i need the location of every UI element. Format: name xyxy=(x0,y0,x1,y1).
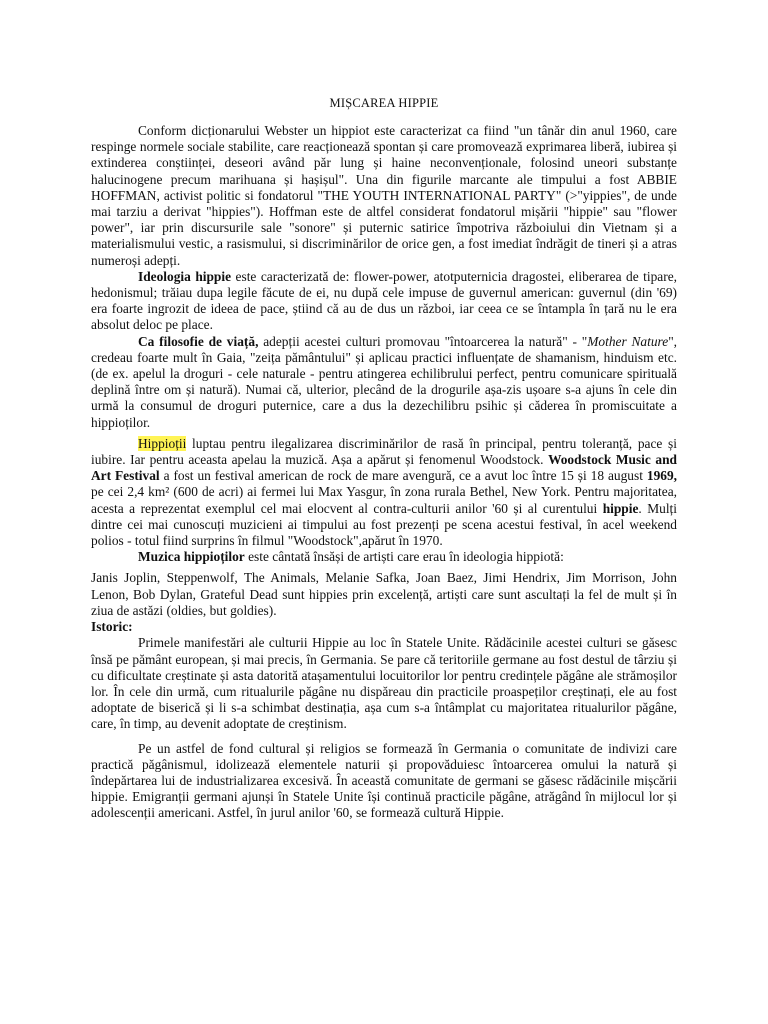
paragraph-text: este caracterizată de: flower-power, atotputernicia dragostei, eliberarea de tipare, hedonismul; trăiau dupa legile făcute de ei, nu după cele impuse de guvernul american: guvernul (din '69) era foarte ingrozit de ideea de pace, știind că au de dus un război, iar ceea ce se întampla în țară nu le era absolut deloc pe place. xyxy=(91,268,677,333)
document-title: MIȘCAREA HIPPIE xyxy=(329,96,439,110)
bold-lead-filosofie: Ca filosofie de viață, xyxy=(138,333,259,349)
bold-hippie: hippie xyxy=(602,500,639,516)
paragraph-text: . Mulți dintre cei mai cunoscuți muzicieni ai timpului au fost prezenți pe scena acestui festival, în acel weekend polios - totul fiind surprins în filmul "Woodstock",apărut în 1970. xyxy=(91,500,677,549)
paragraph-ideologia xyxy=(91,269,677,334)
highlighted-word: Hippioții xyxy=(138,435,187,451)
bold-festival-name: Woodstock Music and Art Festival xyxy=(91,452,678,484)
paragraph-woodstock xyxy=(91,436,677,549)
heading-istoric: Istoric: xyxy=(91,619,133,635)
paragraph-text: ", credeau foarte mult în Gaia, "zeița pământului" și aplicau practici influențate de shamanism, hinduism etc. (de ex. apelul la droguri - cele naturale - pentru atingerea echilibrului perfect, pentru comunicare spirituală deplină între om și natură). Numai că, ulterior, plecând de la drogurile așa-zis ușoare s-a ajuns în cele din urmă la consumul de droguri puternice, care a dus la dezechilibru psihic și căderea în promiscuitate a hippioților. xyxy=(91,333,678,430)
bold-lead-ideologia: Ideologia hippie xyxy=(138,268,232,284)
paragraph-text: luptau pentru ilegalizarea discriminărilor de rasă în principal, pentru toleranță, pace și iubire. Iar pentru aceasta apelau la muzică. Așa a apărut și fenomenul Woodstock. xyxy=(91,435,677,468)
paragraph-text: pe cei 2,4 km² (600 de acri) ai fermei lui Max Yasgur, în zona rurala Bethel, New York. Pentru majoritatea, acesta a reprezentat exemplul cel mai elocvent al contra-culturii anilor '60 și al curentului xyxy=(91,484,677,516)
bold-year: 1969, xyxy=(646,468,678,484)
paragraph-text: adepții acestei culturi promovau "întoarcerea la natură" - " xyxy=(258,333,588,349)
paragraph-artists: Janis Joplin, Steppenwolf, The Animals, Melanie Safka, Joan Baez, Jimi Hendrix, Jim Morrison, John Lenon, Bob Dylan, Grateful Dead sunt hippies prin excelență, artiști care sunt ascultați la fel de mult și în ziua de astăzi (oldies, but goldies). xyxy=(91,570,677,618)
paragraph-muzica xyxy=(91,549,677,565)
paragraph-text: este cântată însăși de artiști care erau în ideologia hippiotă: xyxy=(244,549,564,565)
paragraph-istoric-2: Pe un astfel de fond cultural și religios se formează în Germania o comunitate de indivizi care practică păgânismul, idolizează elementele naturii și propovăduiesc întoarcerea omului la natură și îndepărtarea lui de industrializarea excesivă. În această comunitate de germani se găsesc rădăcinile mișcării hippie. Emigranții germani ajunși în Statele Unite își continuă practicile păgâne, atrăgând în mijlocul lor și adolescenții americani. Astfel, în jurul anilor '60, se formează cultură Hippie. xyxy=(91,740,677,821)
paragraph-intro: Conform dicționarului Webster un hippiot este caracterizat ca fiind "un tânăr din anul 1960, care respinge normele sociale stabilite, care reacționează spontan și care promovează exprimarea liberă, iubirea și extinderea conștiinței, deseori având păr lung și haine neconvenționale, folosind uneori substanțe halucinogene precum marihuana și hașișul". Una din figurile marcante ale timpului a fost ABBIE HOFFMAN, activist politic si fondatorul "THE YOUTH INTERNATIONAL PARTY" (>"yippies", de unde mai tarziu a derivat "hippies"). Hoffman este de altfel considerat fondatorul mișării "hippie" sau "flower power", iar prin discursurile sale "sonore" și puternic satirice împotriva războiului din Vietnam și a materialismului vestic, a rasismului, si discriminărilor de orice gen, a fost imediat îndrăgit de tineri și a atras numeroși adepți. xyxy=(91,123,677,268)
italic-mother-nature: Mother Nature xyxy=(587,333,669,349)
paragraph-text: a fost un festival american de rock de mare avengură, ce a avut loc între 15 și 18 august xyxy=(159,468,647,484)
document-body xyxy=(91,123,677,822)
bold-lead-muzica: Muzica hippioților xyxy=(138,549,245,565)
paragraph-filosofie xyxy=(91,334,677,431)
paragraph-istoric-1: Primele manifestări ale culturii Hippie au loc în Statele Unite. Rădăcinile acestei culturi se găsesc însă pe pământ european, și mai precis, în Germania. Se pare că teritoriile germane au fost destul de târziu și cu dificultate creștinate și asta datorită atașamentului locuitorilor lor pentru credințele păgâne ale strămoșilor lor. În cele din urmă, cum ritualurile păgâne nu dispăreau din practicile proaspeților creștinați, ele au fost adoptate de biserică și li s-a schimbat destinația, așa cum s-a întâmplat cu majoritatea ritualurilor păgâne, care, în timp, au devenit adoptate de creștinism. xyxy=(91,635,677,732)
